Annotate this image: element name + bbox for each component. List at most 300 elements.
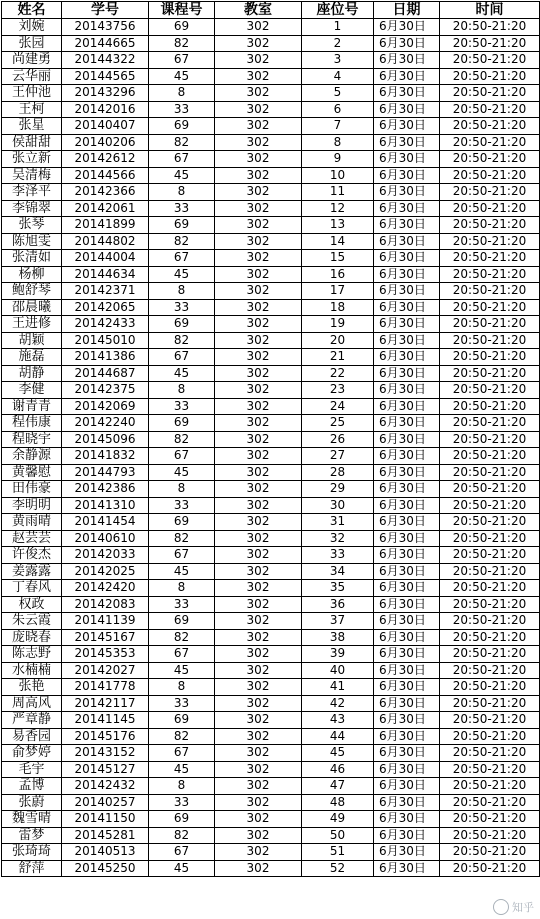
cell-classroom: 302 [215, 266, 302, 283]
cell-time: 20:50-21:20 [440, 662, 540, 679]
cell-date: 6月30日 [374, 415, 440, 432]
table-row [2, 167, 540, 184]
cell-seat-number: 16 [302, 266, 374, 283]
cell-seat-number: 21 [302, 349, 374, 366]
cell-time: 20:50-21:20 [440, 547, 540, 564]
table-row [2, 332, 540, 349]
cell-name: 田伟豪 [2, 481, 62, 498]
cell-name: 陈旭雯 [2, 233, 62, 250]
cell-seat-number: 1 [302, 19, 374, 36]
cell-course-id: 82 [149, 35, 215, 52]
cell-course-id: 67 [149, 151, 215, 168]
cell-course-id: 33 [149, 200, 215, 217]
cell-course-id: 67 [149, 547, 215, 564]
table-row [2, 349, 540, 366]
cell-date: 6月30日 [374, 217, 440, 234]
cell-classroom: 302 [215, 530, 302, 547]
cell-classroom: 302 [215, 745, 302, 762]
cell-student-id: 20142432 [62, 778, 149, 795]
cell-course-id: 67 [149, 646, 215, 663]
table-row [2, 431, 540, 448]
header-student-id: 学号 [62, 2, 149, 19]
table-row [2, 266, 540, 283]
cell-time: 20:50-21:20 [440, 85, 540, 102]
cell-time: 20:50-21:20 [440, 794, 540, 811]
cell-classroom: 302 [215, 85, 302, 102]
cell-time: 20:50-21:20 [440, 217, 540, 234]
cell-course-id: 82 [149, 233, 215, 250]
cell-seat-number: 37 [302, 613, 374, 630]
cell-student-id: 20142117 [62, 695, 149, 712]
cell-course-id: 69 [149, 316, 215, 333]
cell-classroom: 302 [215, 679, 302, 696]
cell-classroom: 302 [215, 497, 302, 514]
cell-student-id: 20145010 [62, 332, 149, 349]
cell-classroom: 302 [215, 365, 302, 382]
cell-seat-number: 42 [302, 695, 374, 712]
cell-name: 严章静 [2, 712, 62, 729]
cell-classroom: 302 [215, 547, 302, 564]
wechat-logo-icon [493, 899, 509, 915]
cell-student-id: 20143296 [62, 85, 149, 102]
cell-time: 20:50-21:20 [440, 266, 540, 283]
cell-name: 魏雪晴 [2, 811, 62, 828]
table-row [2, 629, 540, 646]
cell-name: 侯甜甜 [2, 134, 62, 151]
cell-course-id: 45 [149, 464, 215, 481]
table-row [2, 35, 540, 52]
cell-student-id: 20142027 [62, 662, 149, 679]
cell-time: 20:50-21:20 [440, 464, 540, 481]
cell-classroom: 302 [215, 431, 302, 448]
cell-seat-number: 23 [302, 382, 374, 399]
cell-classroom: 302 [215, 761, 302, 778]
cell-classroom: 302 [215, 778, 302, 795]
cell-date: 6月30日 [374, 233, 440, 250]
cell-name: 张琴 [2, 217, 62, 234]
table-row [2, 613, 540, 630]
cell-date: 6月30日 [374, 283, 440, 300]
table-row [2, 299, 540, 316]
table-row [2, 761, 540, 778]
cell-course-id: 45 [149, 761, 215, 778]
cell-name: 许俊杰 [2, 547, 62, 564]
cell-seat-number: 35 [302, 580, 374, 597]
cell-date: 6月30日 [374, 35, 440, 52]
cell-course-id: 8 [149, 481, 215, 498]
table-row [2, 745, 540, 762]
cell-seat-number: 31 [302, 514, 374, 531]
cell-time: 20:50-21:20 [440, 365, 540, 382]
cell-student-id: 20142386 [62, 481, 149, 498]
table-row [2, 811, 540, 828]
cell-seat-number: 47 [302, 778, 374, 795]
cell-date: 6月30日 [374, 316, 440, 333]
cell-student-id: 20144665 [62, 35, 149, 52]
cell-course-id: 33 [149, 695, 215, 712]
cell-time: 20:50-21:20 [440, 679, 540, 696]
cell-date: 6月30日 [374, 167, 440, 184]
cell-classroom: 302 [215, 844, 302, 861]
cell-student-id: 20142420 [62, 580, 149, 597]
table-row [2, 844, 540, 861]
cell-course-id: 8 [149, 184, 215, 201]
cell-name: 施磊 [2, 349, 62, 366]
cell-student-id: 20144687 [62, 365, 149, 382]
cell-time: 20:50-21:20 [440, 233, 540, 250]
cell-time: 20:50-21:20 [440, 827, 540, 844]
cell-course-id: 67 [149, 250, 215, 267]
cell-classroom: 302 [215, 349, 302, 366]
table-body [2, 19, 540, 877]
cell-course-id: 8 [149, 778, 215, 795]
table-row [2, 514, 540, 531]
cell-student-id: 20142016 [62, 101, 149, 118]
cell-seat-number: 3 [302, 52, 374, 69]
cell-name: 吴清梅 [2, 167, 62, 184]
cell-name: 俞梦婷 [2, 745, 62, 762]
cell-time: 20:50-21:20 [440, 134, 540, 151]
cell-course-id: 33 [149, 596, 215, 613]
cell-name: 刘婉 [2, 19, 62, 36]
cell-student-id: 20142061 [62, 200, 149, 217]
cell-date: 6月30日 [374, 398, 440, 415]
cell-date: 6月30日 [374, 52, 440, 69]
cell-course-id: 8 [149, 679, 215, 696]
cell-time: 20:50-21:20 [440, 415, 540, 432]
cell-date: 6月30日 [374, 497, 440, 514]
table-row [2, 233, 540, 250]
table-row [2, 662, 540, 679]
cell-course-id: 82 [149, 530, 215, 547]
cell-time: 20:50-21:20 [440, 52, 540, 69]
cell-date: 6月30日 [374, 299, 440, 316]
cell-time: 20:50-21:20 [440, 745, 540, 762]
cell-student-id: 20142612 [62, 151, 149, 168]
cell-course-id: 8 [149, 382, 215, 399]
cell-student-id: 20142240 [62, 415, 149, 432]
cell-classroom: 302 [215, 481, 302, 498]
cell-date: 6月30日 [374, 547, 440, 564]
cell-course-id: 67 [149, 52, 215, 69]
cell-name: 杨柳 [2, 266, 62, 283]
cell-name: 邵晨曦 [2, 299, 62, 316]
cell-student-id: 20140610 [62, 530, 149, 547]
cell-name: 王进修 [2, 316, 62, 333]
cell-date: 6月30日 [374, 514, 440, 531]
watermark-text: 知乎 [512, 901, 534, 914]
cell-student-id: 20144634 [62, 266, 149, 283]
cell-date: 6月30日 [374, 134, 440, 151]
cell-course-id: 69 [149, 811, 215, 828]
cell-student-id: 20145353 [62, 646, 149, 663]
cell-classroom: 302 [215, 695, 302, 712]
cell-classroom: 302 [215, 35, 302, 52]
cell-classroom: 302 [215, 712, 302, 729]
cell-seat-number: 8 [302, 134, 374, 151]
cell-classroom: 302 [215, 332, 302, 349]
table-row [2, 365, 540, 382]
cell-date: 6月30日 [374, 629, 440, 646]
cell-time: 20:50-21:20 [440, 184, 540, 201]
cell-course-id: 69 [149, 19, 215, 36]
cell-time: 20:50-21:20 [440, 811, 540, 828]
cell-student-id: 20142083 [62, 596, 149, 613]
cell-seat-number: 50 [302, 827, 374, 844]
cell-classroom: 302 [215, 299, 302, 316]
cell-time: 20:50-21:20 [440, 250, 540, 267]
cell-student-id: 20145096 [62, 431, 149, 448]
cell-seat-number: 38 [302, 629, 374, 646]
cell-course-id: 33 [149, 101, 215, 118]
table-row [2, 481, 540, 498]
cell-seat-number: 11 [302, 184, 374, 201]
cell-student-id: 20140206 [62, 134, 149, 151]
cell-student-id: 20141310 [62, 497, 149, 514]
cell-course-id: 82 [149, 728, 215, 745]
cell-name: 朱云霞 [2, 613, 62, 630]
cell-date: 6月30日 [374, 382, 440, 399]
cell-time: 20:50-21:20 [440, 283, 540, 300]
cell-student-id: 20141145 [62, 712, 149, 729]
table-row [2, 151, 540, 168]
cell-seat-number: 45 [302, 745, 374, 762]
cell-name: 张艳 [2, 679, 62, 696]
cell-seat-number: 52 [302, 860, 374, 877]
table-row [2, 316, 540, 333]
cell-student-id: 20143152 [62, 745, 149, 762]
cell-name: 雷梦 [2, 827, 62, 844]
cell-seat-number: 39 [302, 646, 374, 663]
cell-student-id: 20144565 [62, 68, 149, 85]
cell-name: 王柯 [2, 101, 62, 118]
cell-student-id: 20141386 [62, 349, 149, 366]
cell-name: 李明明 [2, 497, 62, 514]
cell-classroom: 302 [215, 68, 302, 85]
cell-student-id: 20141454 [62, 514, 149, 531]
cell-course-id: 69 [149, 415, 215, 432]
cell-student-id: 20140513 [62, 844, 149, 861]
cell-date: 6月30日 [374, 827, 440, 844]
cell-name: 赵芸芸 [2, 530, 62, 547]
cell-classroom: 302 [215, 316, 302, 333]
cell-seat-number: 9 [302, 151, 374, 168]
cell-date: 6月30日 [374, 844, 440, 861]
cell-date: 6月30日 [374, 613, 440, 630]
cell-date: 6月30日 [374, 266, 440, 283]
cell-name: 姜露露 [2, 563, 62, 580]
cell-classroom: 302 [215, 580, 302, 597]
cell-name: 丁春风 [2, 580, 62, 597]
cell-seat-number: 27 [302, 448, 374, 465]
cell-name: 庞晓春 [2, 629, 62, 646]
cell-date: 6月30日 [374, 448, 440, 465]
cell-classroom: 302 [215, 184, 302, 201]
cell-time: 20:50-21:20 [440, 101, 540, 118]
cell-name: 舒萍 [2, 860, 62, 877]
cell-date: 6月30日 [374, 365, 440, 382]
cell-seat-number: 40 [302, 662, 374, 679]
table-row [2, 101, 540, 118]
cell-seat-number: 6 [302, 101, 374, 118]
cell-seat-number: 24 [302, 398, 374, 415]
cell-time: 20:50-21:20 [440, 19, 540, 36]
cell-date: 6月30日 [374, 563, 440, 580]
cell-student-id: 20145281 [62, 827, 149, 844]
cell-seat-number: 46 [302, 761, 374, 778]
cell-student-id: 20144802 [62, 233, 149, 250]
cell-time: 20:50-21:20 [440, 629, 540, 646]
cell-time: 20:50-21:20 [440, 761, 540, 778]
cell-time: 20:50-21:20 [440, 497, 540, 514]
cell-time: 20:50-21:20 [440, 431, 540, 448]
header-seat-number: 座位号 [302, 2, 374, 19]
cell-student-id: 20142069 [62, 398, 149, 415]
cell-classroom: 302 [215, 382, 302, 399]
cell-classroom: 302 [215, 596, 302, 613]
table-header-row [2, 2, 540, 19]
table-row [2, 85, 540, 102]
cell-time: 20:50-21:20 [440, 596, 540, 613]
cell-course-id: 8 [149, 283, 215, 300]
cell-classroom: 302 [215, 217, 302, 234]
cell-course-id: 45 [149, 266, 215, 283]
cell-course-id: 45 [149, 563, 215, 580]
cell-course-id: 33 [149, 794, 215, 811]
cell-seat-number: 36 [302, 596, 374, 613]
cell-name: 王仲池 [2, 85, 62, 102]
cell-seat-number: 29 [302, 481, 374, 498]
cell-date: 6月30日 [374, 332, 440, 349]
cell-course-id: 8 [149, 580, 215, 597]
cell-student-id: 20143756 [62, 19, 149, 36]
cell-student-id: 20142375 [62, 382, 149, 399]
cell-student-id: 20145176 [62, 728, 149, 745]
cell-time: 20:50-21:20 [440, 613, 540, 630]
cell-classroom: 302 [215, 283, 302, 300]
cell-name: 陈志野 [2, 646, 62, 663]
cell-time: 20:50-21:20 [440, 68, 540, 85]
table-row [2, 52, 540, 69]
cell-classroom: 302 [215, 167, 302, 184]
table-row [2, 68, 540, 85]
cell-course-id: 45 [149, 365, 215, 382]
cell-date: 6月30日 [374, 728, 440, 745]
table-row [2, 679, 540, 696]
cell-name: 周高风 [2, 695, 62, 712]
table-row [2, 827, 540, 844]
cell-name: 张园 [2, 35, 62, 52]
cell-classroom: 302 [215, 860, 302, 877]
table-row [2, 695, 540, 712]
cell-date: 6月30日 [374, 184, 440, 201]
table-row [2, 497, 540, 514]
cell-student-id: 20141139 [62, 613, 149, 630]
cell-seat-number: 4 [302, 68, 374, 85]
cell-date: 6月30日 [374, 860, 440, 877]
cell-time: 20:50-21:20 [440, 563, 540, 580]
cell-date: 6月30日 [374, 580, 440, 597]
cell-name: 李健 [2, 382, 62, 399]
cell-date: 6月30日 [374, 85, 440, 102]
cell-classroom: 302 [215, 613, 302, 630]
cell-classroom: 302 [215, 629, 302, 646]
cell-time: 20:50-21:20 [440, 167, 540, 184]
cell-seat-number: 49 [302, 811, 374, 828]
cell-time: 20:50-21:20 [440, 349, 540, 366]
cell-name: 张蔚 [2, 794, 62, 811]
cell-student-id: 20141150 [62, 811, 149, 828]
cell-time: 20:50-21:20 [440, 448, 540, 465]
table-row [2, 646, 540, 663]
cell-date: 6月30日 [374, 761, 440, 778]
cell-seat-number: 51 [302, 844, 374, 861]
cell-course-id: 82 [149, 134, 215, 151]
cell-classroom: 302 [215, 662, 302, 679]
cell-date: 6月30日 [374, 679, 440, 696]
cell-name: 尚建勇 [2, 52, 62, 69]
cell-name: 易香园 [2, 728, 62, 745]
cell-classroom: 302 [215, 250, 302, 267]
cell-name: 云华丽 [2, 68, 62, 85]
cell-classroom: 302 [215, 52, 302, 69]
cell-seat-number: 7 [302, 118, 374, 135]
cell-student-id: 20140407 [62, 118, 149, 135]
cell-date: 6月30日 [374, 794, 440, 811]
table-row [2, 547, 540, 564]
table-row [2, 283, 540, 300]
cell-date: 6月30日 [374, 68, 440, 85]
cell-course-id: 33 [149, 299, 215, 316]
cell-time: 20:50-21:20 [440, 200, 540, 217]
cell-seat-number: 10 [302, 167, 374, 184]
cell-course-id: 82 [149, 332, 215, 349]
watermark [493, 899, 534, 915]
table-row [2, 464, 540, 481]
cell-name: 黄雨晴 [2, 514, 62, 531]
header-name: 姓名 [2, 2, 62, 19]
cell-seat-number: 20 [302, 332, 374, 349]
table-row [2, 134, 540, 151]
cell-student-id: 20142366 [62, 184, 149, 201]
cell-name: 孟博 [2, 778, 62, 795]
cell-student-id: 20145250 [62, 860, 149, 877]
cell-course-id: 82 [149, 431, 215, 448]
cell-seat-number: 43 [302, 712, 374, 729]
cell-date: 6月30日 [374, 695, 440, 712]
cell-course-id: 8 [149, 85, 215, 102]
cell-time: 20:50-21:20 [440, 332, 540, 349]
cell-student-id: 20142371 [62, 283, 149, 300]
cell-name: 胡颖 [2, 332, 62, 349]
cell-classroom: 302 [215, 19, 302, 36]
cell-date: 6月30日 [374, 662, 440, 679]
header-date: 日期 [374, 2, 440, 19]
cell-date: 6月30日 [374, 431, 440, 448]
cell-student-id: 20145127 [62, 761, 149, 778]
cell-seat-number: 48 [302, 794, 374, 811]
cell-student-id: 20141832 [62, 448, 149, 465]
table-row [2, 217, 540, 234]
cell-time: 20:50-21:20 [440, 151, 540, 168]
cell-name: 黄馨慰 [2, 464, 62, 481]
cell-student-id: 20142033 [62, 547, 149, 564]
cell-seat-number: 19 [302, 316, 374, 333]
cell-name: 李锦翠 [2, 200, 62, 217]
cell-date: 6月30日 [374, 811, 440, 828]
cell-time: 20:50-21:20 [440, 646, 540, 663]
cell-date: 6月30日 [374, 464, 440, 481]
